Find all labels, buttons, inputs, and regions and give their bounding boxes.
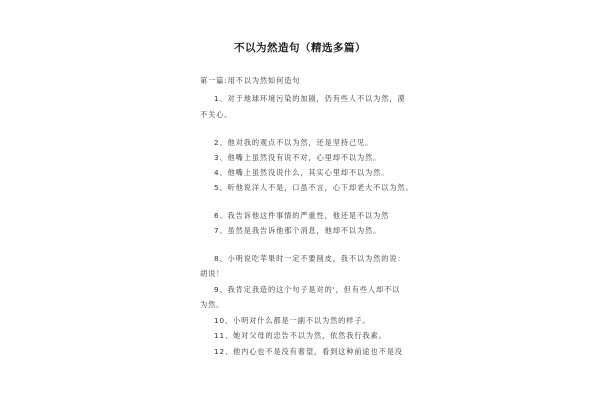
sentence-line: 为然。 xyxy=(200,300,225,309)
sentence-line: 9、我肯定我造的这个句子是对的'，但有些人却不以 xyxy=(214,285,401,294)
document-title: 不以为然造句（精选多篇） xyxy=(234,42,366,54)
sentence-line: 1、对于地球环境污染的加剧，仍有些人不以为然，漠 xyxy=(214,94,406,103)
sentence-line: 2、他对我的观点不以为然，还是坚持己见。 xyxy=(214,138,374,147)
sentence-line: 11、她对父母的忠告不以为然，依然我行我素。 xyxy=(214,331,387,340)
sentence-line: 5、听他说洋人不是，口虽不言，心下却老大不以为然。 xyxy=(214,183,414,192)
sentence-line: 4、他嘴上虽然没说什么，其实心里却不以为然。 xyxy=(214,168,390,177)
sentence-line: 8、小明说吃苹果时一定不要削皮，我不以为然的说： xyxy=(214,254,406,263)
sentence-line: 12、他内心也不是没有奢望，看到这种前途也不是没 xyxy=(214,347,403,356)
sentence-line: 胡说！ xyxy=(200,269,225,278)
sentence-line: 3、他嘴上虽然没有说不对，心里却不以为然。 xyxy=(214,153,382,162)
sentence-line: 6、我告诉他这件事情的严重性，他还是不以为然 xyxy=(214,211,390,220)
sentence-line: 7、虽然是我告诉他那个消息，他却不以为然。 xyxy=(214,226,382,235)
sentence-line: 不关心。 xyxy=(200,110,233,119)
section-heading: 第一篇:用不以为然如何造句 xyxy=(200,76,301,85)
sentence-line: 10、小明对什么都是一副不以为然的样子。 xyxy=(214,316,371,325)
